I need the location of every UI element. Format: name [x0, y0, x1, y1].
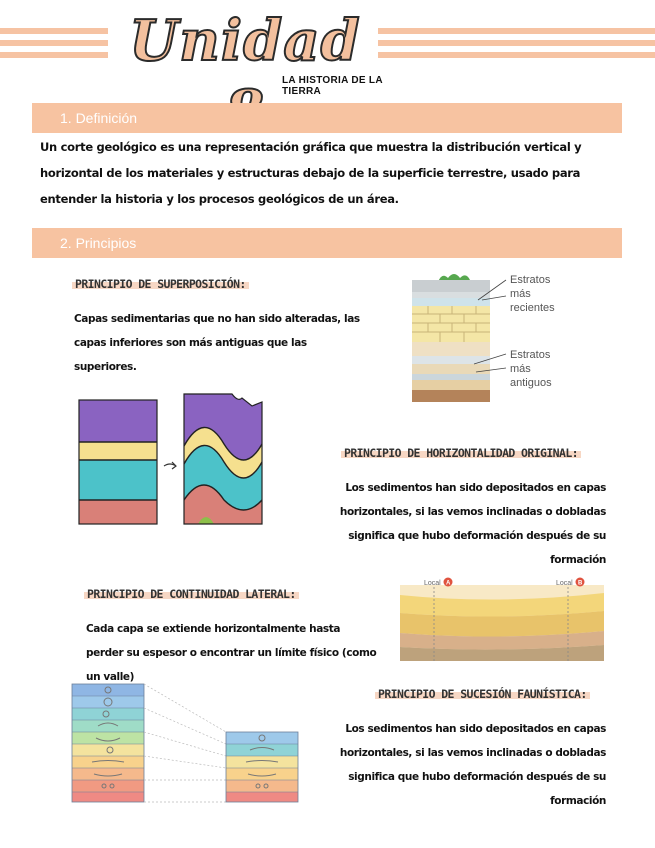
section-bar-principios: 2. Principios: [32, 228, 622, 258]
local-a-num: A: [446, 580, 451, 587]
strata-column: [412, 274, 490, 402]
left-column: [72, 684, 144, 802]
header-stripe-right-3: [378, 52, 655, 58]
principle-text-superposicion: Capas sedimentarias que no han sido alteradas, las capas inferiores son más antiguas que las superiores.: [74, 313, 360, 373]
principle-title-continuidad: PRINCIPIO DE CONTINUIDAD LATERAL:: [84, 587, 299, 601]
header-stripe-right-1: [378, 28, 655, 34]
principle-title-horizontalidad: PRINCIPIO DE HORIZONTALIDAD ORIGINAL:: [341, 446, 581, 460]
old-label-3: antiguos: [510, 377, 552, 389]
principle-text-continuidad: Cada capa se extiende horizontalmente hasta perder su espesor o encontrar un límite físico (como un valle): [86, 623, 377, 683]
recent-label-1: Estratos: [510, 274, 551, 286]
folded-layers: [184, 394, 262, 524]
local-a-tag: Local: [424, 580, 441, 587]
correlation-lines: [144, 684, 226, 802]
definition-text: Un corte geológico es una representación gráfica que muestra la distribución vertical y horizontal de los materiales y estructuras debajo de la superficie terrestre, usado para entender la historia y los procesos geológicos de un área.: [40, 140, 582, 206]
fold-diagram: [76, 392, 268, 526]
header-stripe-left-1: [0, 28, 108, 34]
recent-label-3: recientes: [510, 302, 555, 314]
local-b-num: B: [578, 580, 583, 587]
transform-arrow-icon: [164, 462, 176, 469]
principle-text-horizontalidad: Los sedimentos han sido depositados en capas horizontales, si las vemos inclinadas o dobladas significa que hubo deformación después de su formación: [339, 482, 606, 566]
recent-label-2: más: [510, 288, 531, 300]
strata-diagram: [408, 268, 568, 408]
old-label-1: Estratos: [510, 349, 551, 361]
header-stripe-left-3: [0, 52, 108, 58]
principle-title-sucesion: PRINCIPIO DE SUCESIÓN FAUNÍSTICA:: [375, 687, 590, 701]
header-stripe-right-2: [378, 40, 655, 46]
section-bar-definicion: 1. Definición: [32, 103, 622, 133]
horizontal-layers: [79, 400, 157, 524]
lateral-continuity-diagram: [398, 577, 608, 663]
page-subtitle: LA HISTORIA DE LA TIERRA: [282, 75, 383, 97]
old-label-2: más: [510, 363, 531, 375]
principle-title-superposicion: PRINCIPIO DE SUPERPOSICIÓN:: [72, 277, 249, 291]
faunal-succession-diagram: [70, 680, 302, 804]
page-title: Unidad: [129, 8, 361, 74]
principle-text-sucesion: Los sedimentos han sido depositados en capas horizontales, si las vemos inclinadas o dobladas significa que hubo deformación después de su formación: [339, 723, 606, 807]
local-b-tag: Local: [556, 580, 573, 587]
header-stripe-left-2: [0, 40, 108, 46]
right-column: [226, 732, 298, 802]
